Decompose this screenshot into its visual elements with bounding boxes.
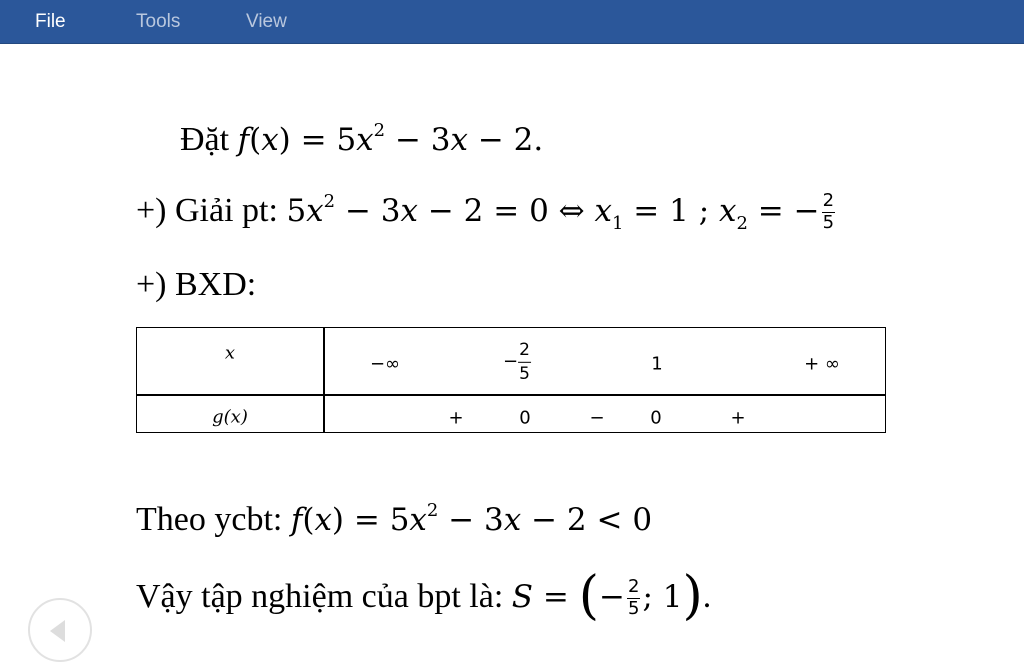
sign-plus-left: + — [448, 407, 464, 429]
line2-text: +) Giải pt: — [136, 191, 287, 229]
m-sub: 2 — [736, 212, 748, 234]
m-term: − 3 — [335, 192, 401, 229]
neg-infinity: −∞ — [369, 353, 401, 375]
m-term: = − — [747, 192, 820, 229]
line1-math — [238, 122, 544, 158]
m-exp: 2 — [323, 190, 336, 212]
table-divider-h — [137, 394, 885, 396]
m-x: x — [400, 192, 418, 229]
sign-minus-middle: − — [589, 407, 605, 429]
sign-table — [136, 327, 886, 433]
frac-den: 5 — [628, 598, 640, 619]
line4-text: Theo ycbt: — [136, 501, 291, 538]
root-minus: − — [503, 351, 519, 372]
m-eq: ) = 5 — [331, 502, 410, 538]
m-minus: − — [599, 579, 625, 615]
period: . — [702, 578, 712, 615]
m-f: f — [237, 122, 250, 158]
m-term: − 2. — [468, 122, 544, 158]
m-exp: 2 — [426, 500, 439, 521]
back-arrow-icon[interactable] — [28, 598, 92, 662]
line-solution-set — [136, 566, 712, 626]
root-num: 2 — [518, 341, 531, 363]
m-term: − 2 = 0 ⇔ — [418, 192, 595, 229]
line3-text: +) BXD: — [136, 266, 257, 303]
m-x: x — [306, 192, 324, 229]
frac-num: 2 — [822, 190, 835, 211]
m-exp: 2 — [373, 120, 386, 141]
zero-at-root2: 0 — [650, 407, 662, 429]
m-x: x — [719, 192, 737, 229]
root-neg-two-fifths — [503, 341, 531, 383]
m-term: − 2 < 0 — [521, 502, 653, 538]
line-solve — [136, 192, 837, 233]
m-paren: ( — [249, 122, 262, 158]
pos-infinity: + ∞ — [804, 353, 840, 375]
line4-math — [291, 502, 652, 538]
line5-text: Vậy tập nghiệm của bpt là: — [136, 578, 512, 615]
table-divider-v — [323, 328, 325, 432]
m-x: x — [409, 502, 427, 538]
sign-plus-right: + — [730, 407, 746, 429]
m-eq: = — [533, 579, 579, 615]
paren-close: ) — [682, 566, 703, 626]
frac-den: 5 — [822, 211, 835, 233]
m-paren: ( — [302, 502, 315, 538]
row-label-x: x — [224, 342, 236, 364]
m-sub: 1 — [611, 212, 624, 234]
m-eq: ) = 5 — [278, 122, 357, 158]
menu-view[interactable]: View — [246, 11, 287, 32]
frac-num: 2 — [628, 576, 640, 598]
m-rest: ; 1 — [642, 579, 683, 615]
menu-file[interactable]: File — [35, 11, 66, 32]
m-term: − 3 — [438, 502, 504, 538]
m-x: x — [594, 192, 612, 229]
m-S: S — [511, 579, 534, 615]
line-requirement — [136, 502, 652, 537]
m-x: x — [356, 122, 374, 158]
line-define-f — [180, 122, 543, 157]
m-x: x — [261, 122, 279, 158]
m-term: = 1 ; — [623, 192, 719, 229]
line-bxd — [136, 268, 256, 302]
line1-text: Đặt — [180, 121, 238, 158]
paren-open: ( — [578, 566, 600, 626]
m-f: f — [290, 502, 303, 538]
m-coef: 5 — [286, 192, 307, 229]
root-den: 5 — [519, 363, 530, 384]
menu-tools[interactable]: Tools — [136, 11, 181, 32]
m-x: x — [450, 122, 468, 158]
row-label-gx: g(x) — [212, 406, 248, 428]
root-one: 1 — [651, 353, 663, 375]
line5-math — [511, 566, 703, 626]
line2-math — [286, 190, 837, 234]
fraction — [822, 192, 835, 233]
m-x: x — [503, 502, 522, 538]
fraction — [627, 578, 640, 619]
m-x: x — [314, 502, 332, 538]
root-fraction — [518, 341, 531, 383]
m-term: − 3 — [385, 122, 451, 158]
zero-at-root1: 0 — [519, 407, 531, 429]
menu-bar — [0, 0, 1024, 44]
